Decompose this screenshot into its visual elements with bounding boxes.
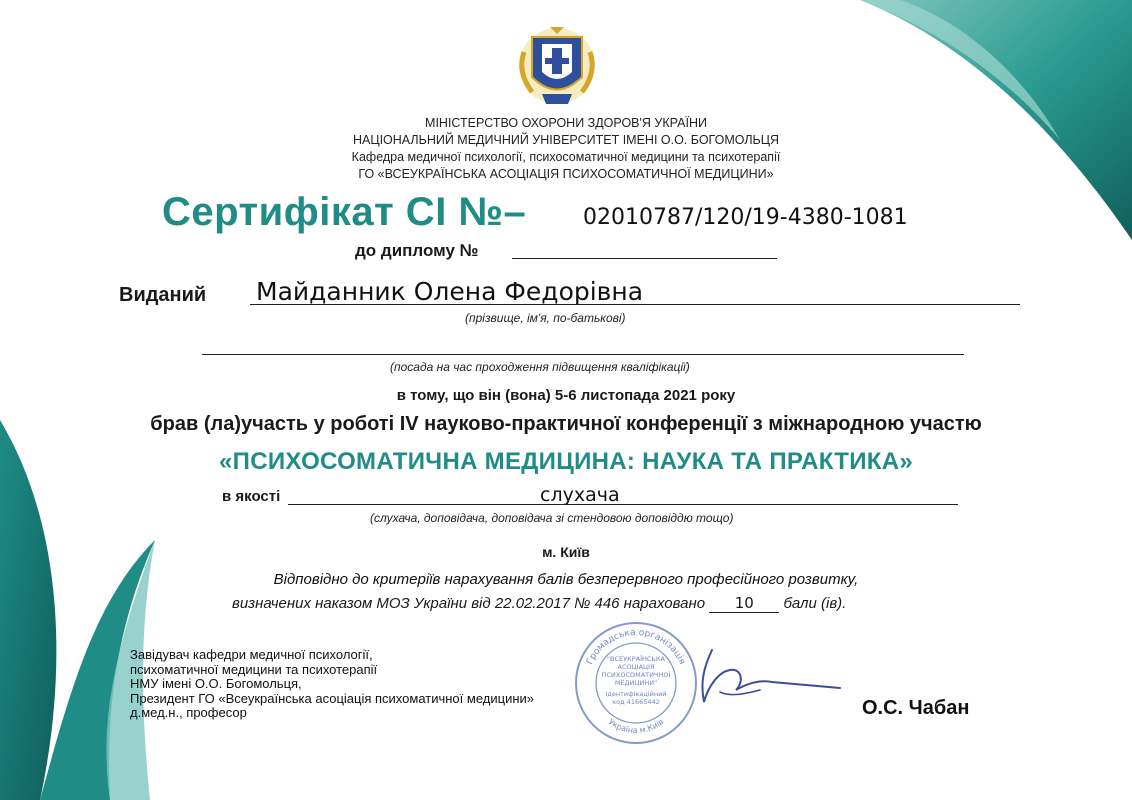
department-line: Кафедра медичної психології, психосоматичної медицини та психотерапії — [351, 150, 781, 164]
signer-name: О.С. Чабан — [862, 697, 970, 719]
points-value: 10 — [709, 594, 779, 613]
position-caption: (посада на час проходження підвищення кваліфікації) — [390, 360, 690, 374]
handwritten-signature-icon — [690, 642, 860, 717]
association-line: ГО «ВСЕУКРАЇНСЬКА АСОЦІАЦІЯ ПСИХОСОМАТИЧНОЇ МЕДИЦИНИ» — [358, 167, 774, 181]
stamp-id-label: Ідентифікаційний — [605, 690, 667, 698]
organization-stamp-icon — [570, 617, 702, 749]
stamp-inner-line-1: "ВСЕУКРАЇНСЬКА — [607, 655, 665, 663]
conference-title: «ПСИХОСОМАТИЧНА МЕДИЦИНА: НАУКА ТА ПРАКТИКА» — [219, 448, 913, 475]
role-value: слухача — [540, 484, 620, 506]
certificate-title: Сертифікат СІ №– — [162, 190, 527, 234]
signatory-block — [130, 648, 534, 721]
signatory-title-line-2: психоматичної медицини та психотерапії — [130, 661, 378, 677]
issued-to-label: Виданий — [119, 284, 207, 306]
points-suffix: бали (ів). — [783, 595, 847, 612]
participation-line: брав (ла)участь у роботі IV науково-практичної конференції з міжнародною участю — [150, 413, 982, 435]
stamp-outer-text: Громадська організація — [585, 627, 687, 667]
university-line: НАЦІОНАЛЬНИЙ МЕДИЧНИЙ УНІВЕРСИТЕТ ІМЕНІ О.О. БОГОМОЛЬЦЯ — [352, 133, 780, 147]
role-line — [288, 504, 958, 505]
diploma-number-line — [512, 258, 777, 259]
position-line — [202, 354, 964, 355]
university-crest-icon — [512, 22, 602, 110]
diploma-label: до диплому № — [355, 241, 479, 260]
bottom-left-swoosh-outer — [0, 420, 56, 800]
stamp-inner-line-4: МЕДИЦИНИ" — [614, 679, 658, 687]
criteria-line-2 — [232, 594, 846, 613]
signatory-title-line-5: д.мед.н., професор — [130, 705, 247, 720]
recipient-name-line — [250, 304, 1020, 305]
dates-line: в тому, що він (вона) 5-6 листопада 2021 року — [396, 387, 736, 404]
recipient-name: Майданник Олена Федорівна — [256, 277, 644, 306]
ministry-line: МІНІСТЕРСТВО ОХОРОНИ ЗДОРОВ'Я УКРАЇНИ — [425, 116, 707, 130]
city: м. Київ — [542, 544, 590, 560]
role-label: в якості — [222, 488, 281, 505]
role-caption: (слухача, доповідача, доповідача зі стендовою доповіддю тощо) — [370, 511, 734, 525]
signatory-title-line-4: Президент ГО «Всеукраїнська асоціація психоматичної медицини» — [130, 690, 534, 706]
certificate-number: 02010787/120/19-4380-1081 — [583, 205, 908, 230]
criteria-line-1: Відповідно до критеріїв нарахування балів безперервного професійного розвитку, — [273, 571, 859, 588]
stamp-inner-line-3: ПСИХОСОМАТИЧНОЇ — [601, 671, 671, 679]
stamp-inner-line-2: АСОЦІАЦІЯ — [617, 663, 655, 671]
recipient-name-caption: (прізвище, ім'я, по-батькові) — [465, 311, 626, 325]
stamp-id-code: код 41665442 — [612, 698, 660, 706]
stamp-bottom-text: Україна м.Київ — [606, 717, 666, 736]
criteria-order-text: визначених наказом МОЗ України від 22.02.2017 № 446 нараховано — [232, 595, 706, 612]
signatory-title-line-1: Завідувач кафедри медичної психології, — [130, 647, 373, 662]
signatory-title-line-3: НМУ імені О.О. Богомольця, — [130, 676, 302, 691]
